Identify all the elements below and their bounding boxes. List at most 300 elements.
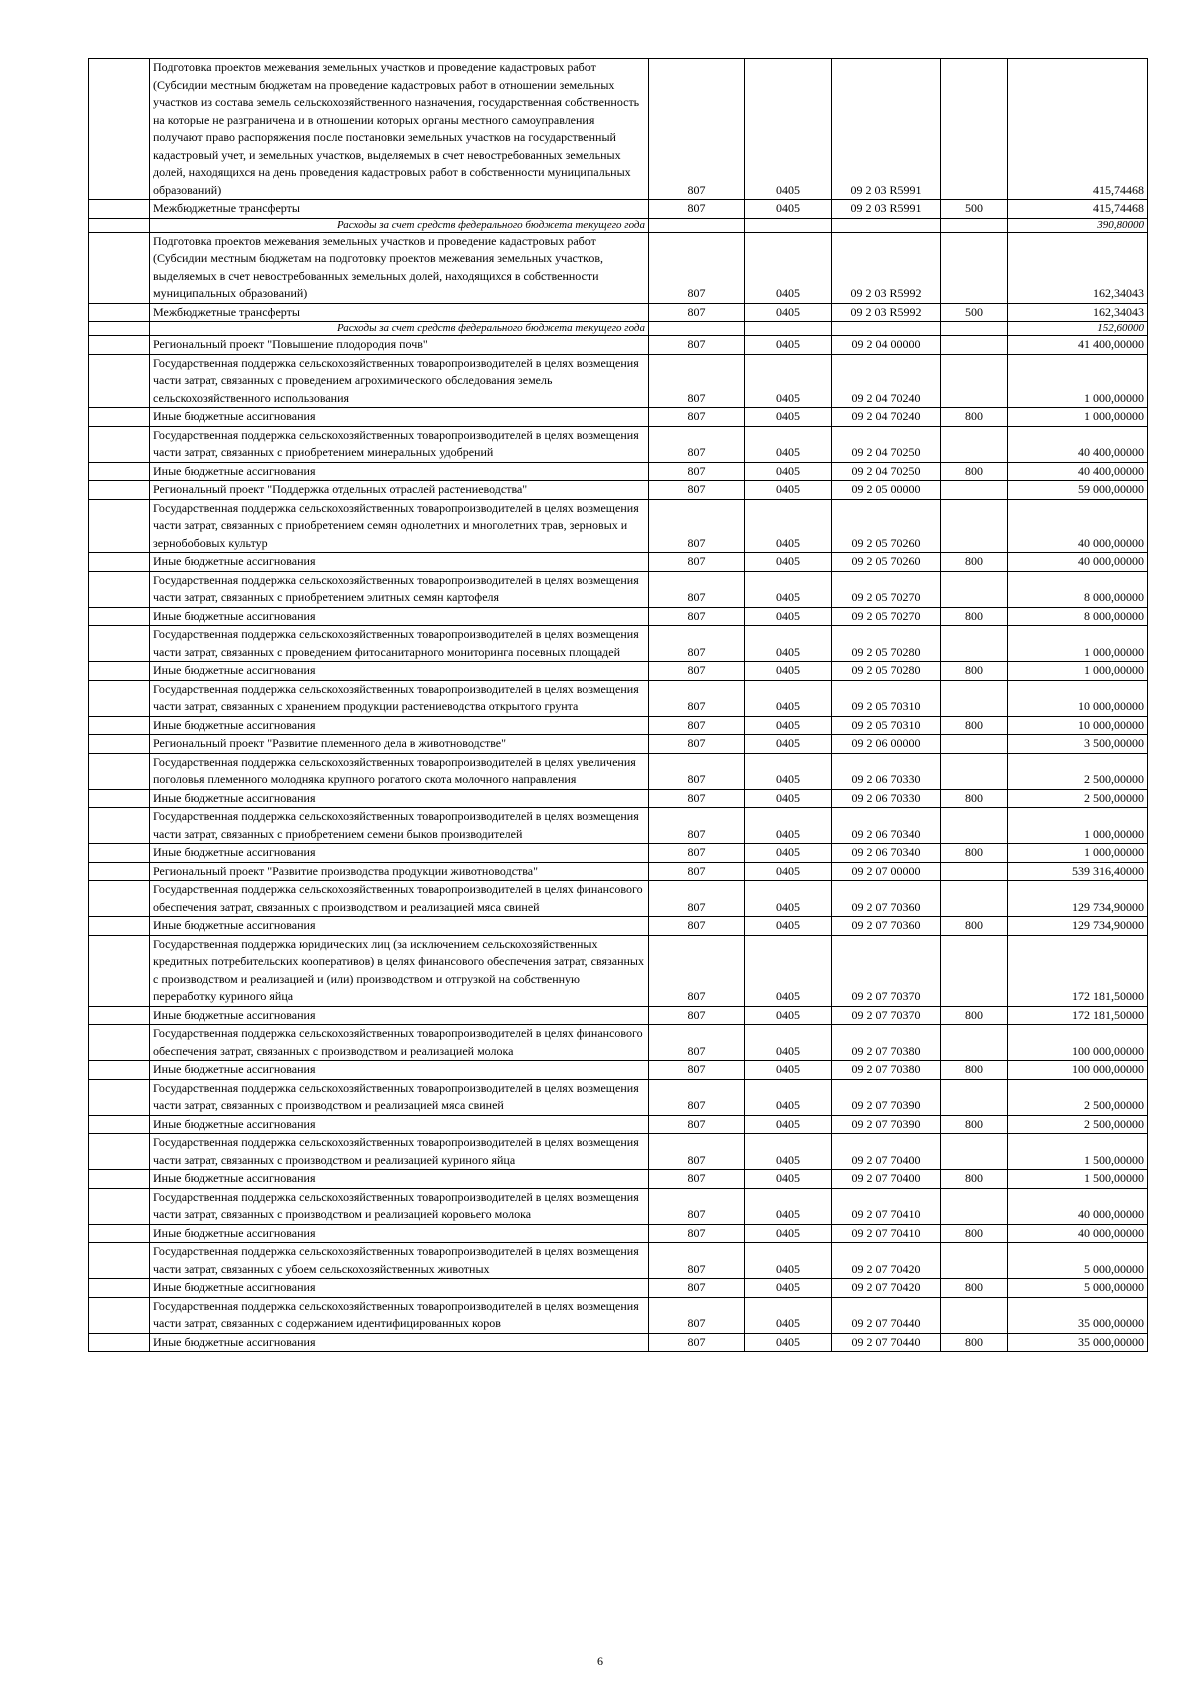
expense-name-cell: Региональный проект "Развитие производства продукции животноводства" xyxy=(150,862,649,881)
row-index-cell xyxy=(89,716,150,735)
target-article-cell: 09 2 07 70390 xyxy=(832,1079,941,1115)
target-article-cell xyxy=(832,218,941,232)
table-row xyxy=(89,626,1148,662)
table-row xyxy=(89,735,1148,754)
expense-type-cell xyxy=(941,935,1008,1006)
expense-type-cell: 800 xyxy=(941,1061,1008,1080)
expense-name-cell: Государственная поддержка сельскохозяйственных товаропроизводителей в целях возмещения части затрат, связанных с производством и реализацией мяса свиней xyxy=(150,1079,649,1115)
row-index-cell xyxy=(89,1061,150,1080)
target-article-cell: 09 2 06 70330 xyxy=(832,789,941,808)
grbs-code-cell: 807 xyxy=(649,1079,745,1115)
amount-cell: 172 181,50000 xyxy=(1008,1006,1148,1025)
table-row xyxy=(89,426,1148,462)
section-code-cell: 0405 xyxy=(745,917,832,936)
table-row xyxy=(89,716,1148,735)
row-index-cell xyxy=(89,408,150,427)
section-code-cell: 0405 xyxy=(745,626,832,662)
target-article-cell: 09 2 07 70440 xyxy=(832,1333,941,1352)
amount-cell: 35 000,00000 xyxy=(1008,1297,1148,1333)
amount-cell: 5 000,00000 xyxy=(1008,1279,1148,1298)
section-code-cell: 0405 xyxy=(745,680,832,716)
grbs-code-cell: 807 xyxy=(649,1061,745,1080)
expense-name-cell: Расходы за счет средств федерального бюджета текущего года xyxy=(150,218,649,232)
section-code-cell: 0405 xyxy=(745,1188,832,1224)
grbs-code-cell: 807 xyxy=(649,680,745,716)
grbs-code-cell: 807 xyxy=(649,481,745,500)
section-code-cell: 0405 xyxy=(745,844,832,863)
section-code-cell: 0405 xyxy=(745,553,832,572)
grbs-code-cell: 807 xyxy=(649,232,745,303)
grbs-code-cell: 807 xyxy=(649,1297,745,1333)
grbs-code-cell: 807 xyxy=(649,1243,745,1279)
amount-cell: 1 000,00000 xyxy=(1008,808,1148,844)
expense-type-cell xyxy=(941,571,1008,607)
expense-name-cell: Подготовка проектов межевания земельных участков и проведение кадастровых работ (Субсидии местным бюджетам на подготовку проектов межевания земельных участков, выделяемых в счет невостребованных земельных долей, находящихся в собственности муниципальных образований) xyxy=(150,232,649,303)
expense-name-cell: Иные бюджетные ассигнования xyxy=(150,607,649,626)
target-article-cell: 09 2 05 70310 xyxy=(832,716,941,735)
expense-name-cell: Государственная поддержка сельскохозяйственных товаропроизводителей в целях возмещения части затрат, связанных с содержанием идентифицированных коров xyxy=(150,1297,649,1333)
row-index-cell xyxy=(89,935,150,1006)
table-row xyxy=(89,1297,1148,1333)
amount-cell: 1 000,00000 xyxy=(1008,408,1148,427)
amount-cell: 100 000,00000 xyxy=(1008,1025,1148,1061)
expense-type-cell: 800 xyxy=(941,553,1008,572)
table-row xyxy=(89,462,1148,481)
target-article-cell: 09 2 03 R5992 xyxy=(832,303,941,322)
table-row xyxy=(89,553,1148,572)
grbs-code-cell: 807 xyxy=(649,716,745,735)
amount-cell: 40 000,00000 xyxy=(1008,1188,1148,1224)
row-index-cell xyxy=(89,1170,150,1189)
expense-type-cell xyxy=(941,1079,1008,1115)
target-article-cell: 09 2 07 70390 xyxy=(832,1115,941,1134)
expense-type-cell xyxy=(941,322,1008,336)
section-code-cell: 0405 xyxy=(745,862,832,881)
table-row xyxy=(89,862,1148,881)
expense-type-cell: 800 xyxy=(941,408,1008,427)
expense-type-cell xyxy=(941,1025,1008,1061)
amount-cell: 162,34043 xyxy=(1008,303,1148,322)
expense-name-cell: Расходы за счет средств федерального бюджета текущего года xyxy=(150,322,649,336)
grbs-code-cell: 807 xyxy=(649,753,745,789)
expense-type-cell xyxy=(941,426,1008,462)
expense-type-cell: 800 xyxy=(941,1224,1008,1243)
section-code-cell: 0405 xyxy=(745,426,832,462)
table-row xyxy=(89,571,1148,607)
table-row xyxy=(89,1224,1148,1243)
row-index-cell xyxy=(89,1006,150,1025)
amount-cell: 1 000,00000 xyxy=(1008,354,1148,408)
grbs-code-cell: 807 xyxy=(649,607,745,626)
grbs-code-cell: 807 xyxy=(649,808,745,844)
amount-cell: 2 500,00000 xyxy=(1008,753,1148,789)
expense-type-cell: 800 xyxy=(941,844,1008,863)
target-article-cell: 09 2 03 R5991 xyxy=(832,200,941,219)
table-row xyxy=(89,917,1148,936)
row-index-cell xyxy=(89,1279,150,1298)
expense-name-cell: Государственная поддержка сельскохозяйственных товаропроизводителей в целях возмещения части затрат, связанных с проведением агрохимического обследования земель сельскохозяйственного использования xyxy=(150,354,649,408)
expense-type-cell xyxy=(941,881,1008,917)
table-row xyxy=(89,789,1148,808)
grbs-code-cell: 807 xyxy=(649,59,745,200)
table-row xyxy=(89,59,1148,200)
section-code-cell: 0405 xyxy=(745,232,832,303)
expense-type-cell xyxy=(941,218,1008,232)
grbs-code-cell: 807 xyxy=(649,571,745,607)
amount-cell: 1 000,00000 xyxy=(1008,844,1148,863)
table-row xyxy=(89,408,1148,427)
expense-type-cell xyxy=(941,354,1008,408)
target-article-cell: 09 2 07 70400 xyxy=(832,1134,941,1170)
table-row xyxy=(89,1243,1148,1279)
grbs-code-cell: 807 xyxy=(649,426,745,462)
grbs-code-cell: 807 xyxy=(649,1006,745,1025)
row-index-cell xyxy=(89,354,150,408)
target-article-cell: 09 2 04 70240 xyxy=(832,408,941,427)
table-row xyxy=(89,232,1148,303)
amount-cell: 2 500,00000 xyxy=(1008,789,1148,808)
expense-name-cell: Иные бюджетные ассигнования xyxy=(150,553,649,572)
expense-type-cell xyxy=(941,680,1008,716)
row-index-cell xyxy=(89,862,150,881)
expense-type-cell: 800 xyxy=(941,462,1008,481)
row-index-cell xyxy=(89,1188,150,1224)
expense-type-cell xyxy=(941,626,1008,662)
table-row xyxy=(89,1079,1148,1115)
table-row xyxy=(89,753,1148,789)
target-article-cell: 09 2 06 00000 xyxy=(832,735,941,754)
expense-name-cell: Иные бюджетные ассигнования xyxy=(150,662,649,681)
expense-type-cell: 800 xyxy=(941,716,1008,735)
section-code-cell: 0405 xyxy=(745,1006,832,1025)
expense-name-cell: Государственная поддержка юридических лиц (за исключением сельскохозяйственных кредитных потребительских кооперативов) в целях финансового обеспечения затрат, связанных с производством и реализацией и (или) производством и отгрузкой на собственную переработку куриного яйца xyxy=(150,935,649,1006)
grbs-code-cell: 807 xyxy=(649,462,745,481)
grbs-code-cell: 807 xyxy=(649,626,745,662)
expense-type-cell xyxy=(941,1188,1008,1224)
section-code-cell: 0405 xyxy=(745,881,832,917)
grbs-code-cell: 807 xyxy=(649,1188,745,1224)
amount-cell: 100 000,00000 xyxy=(1008,1061,1148,1080)
table-row xyxy=(89,1061,1148,1080)
target-article-cell: 09 2 07 70380 xyxy=(832,1061,941,1080)
expense-type-cell xyxy=(941,1297,1008,1333)
grbs-code-cell: 807 xyxy=(649,1224,745,1243)
target-article-cell: 09 2 07 70440 xyxy=(832,1297,941,1333)
expense-type-cell: 800 xyxy=(941,1170,1008,1189)
section-code-cell: 0405 xyxy=(745,354,832,408)
target-article-cell: 09 2 05 70280 xyxy=(832,626,941,662)
grbs-code-cell: 807 xyxy=(649,553,745,572)
grbs-code-cell: 807 xyxy=(649,408,745,427)
expense-type-cell: 800 xyxy=(941,1279,1008,1298)
section-code-cell: 0405 xyxy=(745,1079,832,1115)
table-row xyxy=(89,336,1148,355)
amount-cell: 40 000,00000 xyxy=(1008,1224,1148,1243)
amount-cell: 8 000,00000 xyxy=(1008,571,1148,607)
expense-type-cell: 800 xyxy=(941,607,1008,626)
table-row xyxy=(89,1279,1148,1298)
expense-name-cell: Иные бюджетные ассигнования xyxy=(150,1115,649,1134)
row-index-cell xyxy=(89,1134,150,1170)
amount-cell: 162,34043 xyxy=(1008,232,1148,303)
table-row xyxy=(89,1025,1148,1061)
grbs-code-cell: 807 xyxy=(649,499,745,553)
section-code-cell: 0405 xyxy=(745,336,832,355)
grbs-code-cell: 807 xyxy=(649,1025,745,1061)
row-index-cell xyxy=(89,662,150,681)
table-row xyxy=(89,607,1148,626)
expense-name-cell: Государственная поддержка сельскохозяйственных товаропроизводителей в целях возмещения части затрат, связанных с приобретением элитных семян картофеля xyxy=(150,571,649,607)
table-row xyxy=(89,1170,1148,1189)
expense-name-cell: Иные бюджетные ассигнования xyxy=(150,1170,649,1189)
row-index-cell xyxy=(89,626,150,662)
expense-name-cell: Иные бюджетные ассигнования xyxy=(150,844,649,863)
table-row xyxy=(89,808,1148,844)
expense-type-cell xyxy=(941,862,1008,881)
amount-cell: 152,60000 xyxy=(1008,322,1148,336)
grbs-code-cell: 807 xyxy=(649,1115,745,1134)
target-article-cell: 09 2 07 70360 xyxy=(832,881,941,917)
row-index-cell xyxy=(89,462,150,481)
expense-name-cell: Иные бюджетные ассигнования xyxy=(150,408,649,427)
row-index-cell xyxy=(89,499,150,553)
section-code-cell xyxy=(745,218,832,232)
section-code-cell: 0405 xyxy=(745,1061,832,1080)
expense-type-cell xyxy=(941,232,1008,303)
grbs-code-cell: 807 xyxy=(649,1279,745,1298)
target-article-cell: 09 2 03 R5992 xyxy=(832,232,941,303)
amount-cell: 35 000,00000 xyxy=(1008,1333,1148,1352)
table-row xyxy=(89,354,1148,408)
row-index-cell xyxy=(89,303,150,322)
amount-cell: 40 400,00000 xyxy=(1008,426,1148,462)
grbs-code-cell: 807 xyxy=(649,862,745,881)
target-article-cell: 09 2 06 70340 xyxy=(832,808,941,844)
row-index-cell xyxy=(89,1243,150,1279)
table-row xyxy=(89,680,1148,716)
row-index-cell xyxy=(89,917,150,936)
section-code-cell: 0405 xyxy=(745,662,832,681)
amount-cell: 40 000,00000 xyxy=(1008,499,1148,553)
expense-type-cell: 800 xyxy=(941,662,1008,681)
grbs-code-cell: 807 xyxy=(649,935,745,1006)
expense-name-cell: Региональный проект "Развитие племенного дела в животноводстве" xyxy=(150,735,649,754)
row-index-cell xyxy=(89,680,150,716)
section-code-cell: 0405 xyxy=(745,1134,832,1170)
row-index-cell xyxy=(89,553,150,572)
section-code-cell: 0405 xyxy=(745,935,832,1006)
table-row xyxy=(89,1115,1148,1134)
row-index-cell xyxy=(89,322,150,336)
expense-name-cell: Подготовка проектов межевания земельных участков и проведение кадастровых работ (Субсидии местным бюджетам на проведение кадастровых работ в отношении земельных участков из состава земель сельскохозяйственного назначения, государственная собственность на которые не разграничена и в отношении которых органы местного самоуправления получают право распоряжения после постановки земельных участков на государственный кадастровый учет, и земельных участков, выделяемых в счет невостребованных земельных долей, находящихся на день проведения кадастровых работ в собственности муниципальных образований) xyxy=(150,59,649,200)
row-index-cell xyxy=(89,844,150,863)
expense-type-cell xyxy=(941,735,1008,754)
row-index-cell xyxy=(89,753,150,789)
amount-cell: 3 500,00000 xyxy=(1008,735,1148,754)
section-code-cell: 0405 xyxy=(745,1333,832,1352)
target-article-cell: 09 2 07 00000 xyxy=(832,862,941,881)
expense-type-cell: 800 xyxy=(941,1115,1008,1134)
target-article-cell: 09 2 07 70410 xyxy=(832,1224,941,1243)
expense-name-cell: Государственная поддержка сельскохозяйственных товаропроизводителей в целях возмещения части затрат, связанных с приобретением семян однолетних и многолетних трав, зерновых и зернобобовых культур xyxy=(150,499,649,553)
target-article-cell: 09 2 07 70370 xyxy=(832,935,941,1006)
expense-type-cell xyxy=(941,753,1008,789)
expense-type-cell xyxy=(941,1243,1008,1279)
grbs-code-cell: 807 xyxy=(649,789,745,808)
expense-name-cell: Иные бюджетные ассигнования xyxy=(150,789,649,808)
grbs-code-cell: 807 xyxy=(649,844,745,863)
table-row xyxy=(89,1006,1148,1025)
expense-name-cell: Государственная поддержка сельскохозяйственных товаропроизводителей в целях возмещения части затрат, связанных с приобретением семени быков производителей xyxy=(150,808,649,844)
target-article-cell: 09 2 07 70420 xyxy=(832,1243,941,1279)
expense-name-cell: Иные бюджетные ассигнования xyxy=(150,1333,649,1352)
amount-cell: 415,74468 xyxy=(1008,59,1148,200)
grbs-code-cell: 807 xyxy=(649,662,745,681)
section-code-cell: 0405 xyxy=(745,735,832,754)
amount-cell: 2 500,00000 xyxy=(1008,1115,1148,1134)
target-article-cell: 09 2 05 00000 xyxy=(832,481,941,500)
expense-name-cell: Государственная поддержка сельскохозяйственных товаропроизводителей в целях возмещения части затрат, связанных с производством и реализацией куриного яйца xyxy=(150,1134,649,1170)
row-index-cell xyxy=(89,607,150,626)
amount-cell: 390,80000 xyxy=(1008,218,1148,232)
section-code-cell: 0405 xyxy=(745,1025,832,1061)
row-index-cell xyxy=(89,735,150,754)
amount-cell: 1 000,00000 xyxy=(1008,662,1148,681)
grbs-code-cell: 807 xyxy=(649,1170,745,1189)
amount-cell: 40 000,00000 xyxy=(1008,553,1148,572)
table-row xyxy=(89,1188,1148,1224)
expense-name-cell: Государственная поддержка сельскохозяйственных товаропроизводителей в целях возмещения части затрат, связанных с убоем сельскохозяйственных животных xyxy=(150,1243,649,1279)
amount-cell: 129 734,90000 xyxy=(1008,881,1148,917)
amount-cell: 5 000,00000 xyxy=(1008,1243,1148,1279)
expense-name-cell: Иные бюджетные ассигнования xyxy=(150,1279,649,1298)
expense-type-cell: 500 xyxy=(941,200,1008,219)
amount-cell: 129 734,90000 xyxy=(1008,917,1148,936)
row-index-cell xyxy=(89,881,150,917)
grbs-code-cell: 807 xyxy=(649,200,745,219)
expense-name-cell: Государственная поддержка сельскохозяйственных товаропроизводителей в целях финансового обеспечения затрат, связанных с производством и реализацией молока xyxy=(150,1025,649,1061)
section-code-cell: 0405 xyxy=(745,808,832,844)
section-code-cell: 0405 xyxy=(745,408,832,427)
grbs-code-cell: 807 xyxy=(649,1134,745,1170)
expense-name-cell: Иные бюджетные ассигнования xyxy=(150,462,649,481)
amount-cell: 539 316,40000 xyxy=(1008,862,1148,881)
table-row xyxy=(89,935,1148,1006)
expense-name-cell: Иные бюджетные ассигнования xyxy=(150,917,649,936)
expense-name-cell: Региональный проект "Поддержка отдельных отраслей растениеводства" xyxy=(150,481,649,500)
grbs-code-cell: 807 xyxy=(649,354,745,408)
row-index-cell xyxy=(89,59,150,200)
table-row xyxy=(89,481,1148,500)
expense-type-cell: 800 xyxy=(941,917,1008,936)
amount-cell: 1 500,00000 xyxy=(1008,1170,1148,1189)
grbs-code-cell xyxy=(649,218,745,232)
section-code-cell: 0405 xyxy=(745,571,832,607)
target-article-cell: 09 2 04 70250 xyxy=(832,426,941,462)
row-index-cell xyxy=(89,1224,150,1243)
target-article-cell: 09 2 07 70370 xyxy=(832,1006,941,1025)
target-article-cell: 09 2 07 70380 xyxy=(832,1025,941,1061)
target-article-cell: 09 2 06 70330 xyxy=(832,753,941,789)
section-code-cell: 0405 xyxy=(745,1170,832,1189)
amount-cell: 41 400,00000 xyxy=(1008,336,1148,355)
expense-name-cell: Региональный проект "Повышение плодородия почв" xyxy=(150,336,649,355)
target-article-cell: 09 2 05 70280 xyxy=(832,662,941,681)
amount-cell: 1 000,00000 xyxy=(1008,626,1148,662)
expense-name-cell: Государственная поддержка сельскохозяйственных товаропроизводителей в целях возмещения части затрат, связанных с производством и реализацией коровьего молока xyxy=(150,1188,649,1224)
section-code-cell xyxy=(745,322,832,336)
target-article-cell: 09 2 07 70410 xyxy=(832,1188,941,1224)
row-index-cell xyxy=(89,232,150,303)
grbs-code-cell: 807 xyxy=(649,1333,745,1352)
row-index-cell xyxy=(89,808,150,844)
table-row xyxy=(89,881,1148,917)
row-index-cell xyxy=(89,1115,150,1134)
section-code-cell: 0405 xyxy=(745,789,832,808)
section-code-cell: 0405 xyxy=(745,607,832,626)
table-row xyxy=(89,1134,1148,1170)
amount-cell: 2 500,00000 xyxy=(1008,1079,1148,1115)
page-number: 6 xyxy=(597,1654,603,1668)
expense-type-cell: 800 xyxy=(941,1333,1008,1352)
amount-cell: 415,74468 xyxy=(1008,200,1148,219)
target-article-cell: 09 2 07 70400 xyxy=(832,1170,941,1189)
amount-cell: 10 000,00000 xyxy=(1008,680,1148,716)
target-article-cell: 09 2 04 70240 xyxy=(832,354,941,408)
expense-name-cell: Иные бюджетные ассигнования xyxy=(150,1061,649,1080)
amount-cell: 1 500,00000 xyxy=(1008,1134,1148,1170)
expense-name-cell: Государственная поддержка сельскохозяйственных товаропроизводителей в целях возмещения части затрат, связанных с приобретением минеральных удобрений xyxy=(150,426,649,462)
target-article-cell: 09 2 05 70260 xyxy=(832,499,941,553)
grbs-code-cell: 807 xyxy=(649,336,745,355)
expense-type-cell xyxy=(941,1134,1008,1170)
row-index-cell xyxy=(89,1333,150,1352)
expense-type-cell xyxy=(941,59,1008,200)
expense-type-cell xyxy=(941,336,1008,355)
amount-cell: 172 181,50000 xyxy=(1008,935,1148,1006)
row-index-cell xyxy=(89,426,150,462)
row-index-cell xyxy=(89,1079,150,1115)
section-code-cell: 0405 xyxy=(745,1115,832,1134)
expense-type-cell: 500 xyxy=(941,303,1008,322)
expense-name-cell: Иные бюджетные ассигнования xyxy=(150,716,649,735)
amount-cell: 40 400,00000 xyxy=(1008,462,1148,481)
target-article-cell: 09 2 05 70270 xyxy=(832,571,941,607)
expense-name-cell: Государственная поддержка сельскохозяйственных товаропроизводителей в целях возмещения части затрат, связанных с хранением продукции растениеводства открытого грунта xyxy=(150,680,649,716)
amount-cell: 8 000,00000 xyxy=(1008,607,1148,626)
expense-type-cell: 800 xyxy=(941,1006,1008,1025)
expense-name-cell: Иные бюджетные ассигнования xyxy=(150,1224,649,1243)
table-note-row xyxy=(89,322,1148,336)
grbs-code-cell: 807 xyxy=(649,303,745,322)
row-index-cell xyxy=(89,1025,150,1061)
table-row xyxy=(89,662,1148,681)
row-index-cell xyxy=(89,1297,150,1333)
section-code-cell: 0405 xyxy=(745,462,832,481)
row-index-cell xyxy=(89,336,150,355)
grbs-code-cell: 807 xyxy=(649,881,745,917)
section-code-cell: 0405 xyxy=(745,753,832,789)
table-row xyxy=(89,303,1148,322)
amount-cell: 10 000,00000 xyxy=(1008,716,1148,735)
amount-cell: 59 000,00000 xyxy=(1008,481,1148,500)
expense-name-cell: Государственная поддержка сельскохозяйственных товаропроизводителей в целях финансового обеспечения затрат, связанных с производством и реализацией мяса свиней xyxy=(150,881,649,917)
section-code-cell: 0405 xyxy=(745,1224,832,1243)
target-article-cell: 09 2 07 70360 xyxy=(832,917,941,936)
row-index-cell xyxy=(89,481,150,500)
target-article-cell: 09 2 06 70340 xyxy=(832,844,941,863)
section-code-cell: 0405 xyxy=(745,716,832,735)
